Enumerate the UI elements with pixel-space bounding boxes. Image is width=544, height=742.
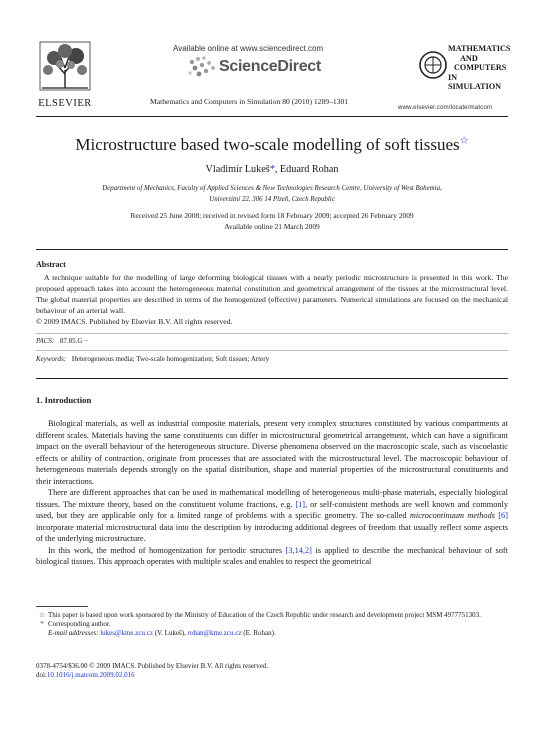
footnote-1-text: This paper is based upon work sponsored by the Ministry of Education of the Czech Republic under research and development project MSM 4977751303. [48,611,481,619]
pacs-line [36,337,88,345]
sciencedirect-dots-icon [186,54,220,80]
footnote-1 [36,611,508,620]
intro-p3-text-b: is applied to describe the mechanical behaviour of soft biological tissues. This approach operates with multiple scales and enables to respect the geometrical [36,545,508,566]
citation-link-3-14-2[interactable]: [3,14,2] [285,545,312,555]
affiliation [36,184,508,205]
author-1[interactable]: Vladimír Lukeš [205,164,270,175]
received-dates: Received 25 June 2008; received in revised form 18 February 2009; accepted 26 February 2009 [130,211,414,220]
corresponding-marker[interactable]: * [269,164,275,175]
abstract-text [36,272,508,327]
intro-paragraph-3 [36,545,508,568]
abstract-bottom-rule [36,378,508,379]
bottom-info [36,662,508,680]
elsevier-tree-icon [36,40,94,92]
journal-emblem-icon [418,48,448,82]
authors [36,164,508,175]
email-link-1[interactable]: lukes@kme.zcu.cz [100,629,153,637]
intro-p2-text-b: , or self-consistent methods are well known and commonly used, but they are applicable only for a limited range of problems with a specific geometry. The so-called [36,499,508,520]
email-link-2[interactable]: rohan@kme.zcu.cz [187,629,242,637]
abstract-top-rule [36,249,508,250]
journal-logo-line-2: AND [460,53,478,63]
available-online: Available online at www.sciencedirect.com [173,44,324,53]
doi-link[interactable]: 10.1016/j.matcom.2009.02.016 [46,671,135,679]
abstract-copyright: © 2009 IMACS. Published by Elsevier B.V. All rights reserved. [36,317,233,326]
article-title: Microstructure based two-scale modelling of soft tissues [75,135,460,154]
journal-url[interactable]: www.elsevier.com/locate/matcom [398,104,493,111]
citation-link-1[interactable]: [1] [295,499,306,509]
keywords-label: Keywords: [36,355,67,363]
keywords-value: Heterogeneous media; Two-scale homogenization; Soft tissues; Artery [71,355,270,363]
footnotes [36,611,508,638]
journal-logo[interactable] [418,44,511,100]
affiliation-line-1: Department of Mechanics, Faculty of Applied Sciences & New Technologies Research Centre, University of West Bohemia, [102,185,442,192]
intro-p2-emphasis: microcontinuum methods [409,511,495,520]
pacs-rule [36,333,508,334]
footnote-2-marker: * [40,620,44,628]
intro-p2-text-d: incorporate material microstructural data into the description by introducing additional degrees of freedom that usually reflect some aspects of the underlying microstructure. [36,522,508,543]
abstract-heading: Abstract [36,260,66,269]
doi-label: doi: [36,671,47,679]
doi-line [36,671,508,680]
affiliation-line-2: Univerzitní 22, 306 14 Plzeň, Czech Republic [209,195,335,203]
issn-line: 0378-4754/$36.00 © 2009 IMACS. Published by Elsevier B.V. All rights reserved. [36,662,269,670]
keywords-line [36,355,269,363]
email-2-name: (E. Rohan). [241,629,276,637]
intro-p2-text-a: There are different approaches that can be used in mathematical modelling of heterogeneous multi-phase materials, especially biological tissues. The mixture theory, based on the constituent volume fractions, e.g. [36,488,508,509]
footnote-2-text: Corresponding author. [48,620,111,628]
journal-citation: Mathematics and Computers in Simulation 80 (2010) 1289–1301 [150,97,349,106]
footnote-2 [36,620,508,629]
journal-logo-line-3: COMPUTERS [454,63,507,72]
header-rule [36,116,508,117]
intro-paragraph-2 [36,487,508,545]
elsevier-logo[interactable] [36,40,94,109]
introduction-body [36,418,508,568]
keywords-rule [36,350,508,351]
intro-paragraph-1: Biological materials, as well as industrial composite materials, present very complex structures constituted by various compartments at different scales. Materials having the same constituents can differ in microstructural geometrical arrangement, which can have a significant impact on the overall behaviour of the heterogeneous structure. Diverse phenomena observed on the macroscopic scale, such as viscoelastic effects or ability of contraction, originate from processes that are associated with the microstructural level. The macroscopic behaviour of heterogeneous materials depends strongly on the spatial distribution, shape and material properties of the microstructural constituents and their interactions. [36,419,508,486]
journal-logo-line-1: MATHEMATICS [448,44,511,53]
pacs-value: 87.85.G − [59,337,89,345]
elsevier-wordmark: ELSEVIER [38,98,92,109]
email-label: E-mail addresses: [48,629,99,637]
dates [36,211,508,232]
email-1-name: (V. Lukeš), [152,629,188,637]
journal-logo-line-4: IN SIMULATION [448,72,502,91]
title-footnote-marker[interactable]: ☆ [459,135,469,147]
footnote-emails [36,629,508,638]
sciencedirect-logo[interactable] [186,54,336,80]
footnote-1-marker: ☆ [38,611,46,619]
sciencedirect-brand: ScienceDirect [219,58,321,75]
author-2[interactable]: , Eduard Rohan [274,164,339,175]
abstract-body: A technique suitable for the modelling of large deforming biological tissues with a nearly periodic microstructure is presented in this work. The proposed approach takes into account the heterogeneous material constitution and geometrical arrangement of the tissues at the microstructural level. The global material properties are described in terms of the homogenized (effective) parameters. Numerical simulations are focused on the mechanical behaviour of an arterial wall. [36,273,508,315]
citation-link-6[interactable]: [6] [498,511,508,520]
available-date: Available online 21 March 2009 [224,221,320,231]
article-title-block [36,135,508,155]
pacs-label: PACS: [36,337,55,345]
footnote-rule [36,606,88,607]
section-heading-introduction: 1. Introduction [36,395,92,405]
intro-p3-text-a: In this work, the method of homogenization for periodic structures [48,545,286,555]
